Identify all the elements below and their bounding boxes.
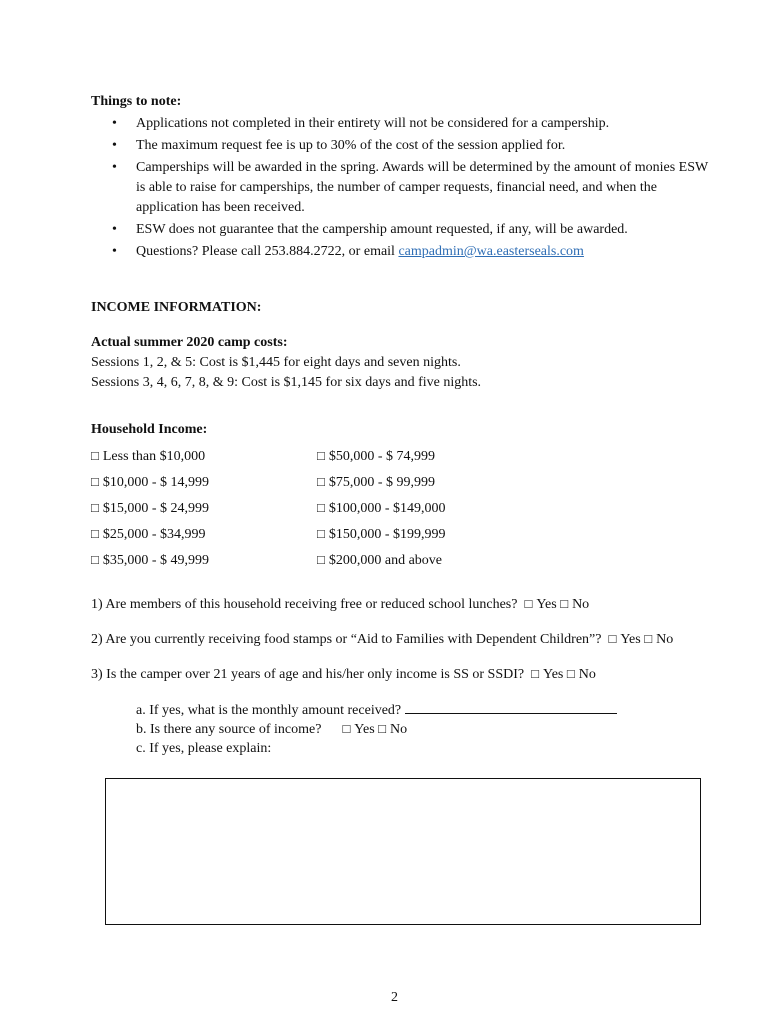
question-1: 1) Are members of this household receiving free or reduced school lunches? □ Yes □ No xyxy=(91,596,590,612)
list-item: • ESW does not guarantee that the campership amount requested, if any, will be awarded. xyxy=(91,220,711,240)
bullet-icon: • xyxy=(112,160,117,175)
checkbox-icon[interactable]: □ xyxy=(91,500,99,515)
camp-costs-heading: Actual summer 2020 camp costs: xyxy=(91,335,288,350)
household-income-heading: Household Income: xyxy=(91,422,208,437)
q3-yes-checkbox[interactable]: □ xyxy=(531,666,539,681)
income-option-75000-99999[interactable]: □ $75,000 - $ 99,999 xyxy=(317,474,436,490)
q1-no-checkbox[interactable]: □ xyxy=(560,596,569,611)
checkbox-icon[interactable]: □ xyxy=(91,474,99,489)
q3b-no-checkbox[interactable]: □ xyxy=(378,721,387,736)
checkbox-icon[interactable]: □ xyxy=(317,552,325,567)
checkbox-icon[interactable]: □ xyxy=(317,526,325,541)
q1-yes-checkbox[interactable]: □ xyxy=(524,596,533,611)
checkbox-icon[interactable]: □ xyxy=(317,474,325,489)
income-option-150000-199999[interactable]: □ $150,000 - $199,999 xyxy=(317,526,446,542)
notes-list xyxy=(91,114,711,264)
list-item: • Questions? Please call 253.884.2722, or email campadmin@wa.easterseals.com xyxy=(91,242,711,262)
income-option-lt-10000[interactable]: □ Less than $10,000 xyxy=(91,448,206,464)
income-option-10000-14999[interactable]: □ $10,000 - $ 14,999 xyxy=(91,474,210,490)
q2-no-checkbox[interactable]: □ xyxy=(644,631,653,646)
page-number: 2 xyxy=(391,990,398,1005)
question-3: 3) Is the camper over 21 years of age and his/her only income is SS or SSDI? □ Yes □ No xyxy=(91,666,596,682)
camp-costs-line-2: Sessions 3, 4, 6, 7, 8, & 9: Cost is $1,145 for six days and five nights. xyxy=(91,375,482,390)
checkbox-icon[interactable]: □ xyxy=(91,448,99,463)
q3-no-checkbox[interactable]: □ xyxy=(566,666,575,681)
checkbox-icon[interactable]: □ xyxy=(317,448,325,463)
email-link[interactable]: campadmin@wa.easterseals.com xyxy=(398,244,584,259)
income-option-100000-149000[interactable]: □ $100,000 - $149,000 xyxy=(317,500,446,516)
checkbox-icon[interactable]: □ xyxy=(317,500,325,515)
list-item: • The maximum request fee is up to 30% of the cost of the session applied for. xyxy=(91,136,711,156)
things-to-note-heading: Things to note: xyxy=(91,94,182,109)
income-information-heading: INCOME INFORMATION: xyxy=(91,300,262,315)
list-item: • Camperships will be awarded in the spring. Awards will be determined by the amount of monies ESW is able to raise for camperships, the number of camper requests, financial need, and when the application has been received. xyxy=(112,160,708,215)
question-2: 2) Are you currently receiving food stamps or “Aid to Families with Dependent Children”? □ Yes □ No xyxy=(91,631,674,647)
income-option-50000-74999[interactable]: □ $50,000 - $ 74,999 xyxy=(317,448,436,464)
bullet-icon: • xyxy=(112,116,117,131)
income-option-25000-34999[interactable]: □ $25,000 - $34,999 xyxy=(91,526,206,542)
question-3b: b. Is there any source of income? □ Yes □ No xyxy=(136,721,408,737)
income-option-35000-49999[interactable]: □ $35,000 - $ 49,999 xyxy=(91,552,210,568)
bullet-icon: • xyxy=(112,138,117,153)
camp-costs-line-1: Sessions 1, 2, & 5: Cost is $1,445 for eight days and seven nights. xyxy=(91,355,461,370)
monthly-amount-field[interactable] xyxy=(405,699,617,714)
q2-yes-checkbox[interactable]: □ xyxy=(608,631,617,646)
income-option-200000-above[interactable]: □ $200,000 and above xyxy=(317,552,443,568)
explanation-textbox[interactable] xyxy=(105,778,701,925)
bullet-icon: • xyxy=(112,244,117,259)
question-3c: c. If yes, please explain: xyxy=(136,741,272,756)
list-item: • Applications not completed in their entirety will not be considered for a campership. xyxy=(91,114,711,134)
q3b-yes-checkbox[interactable]: □ xyxy=(342,721,351,736)
question-3a: a. If yes, what is the monthly amount received? xyxy=(136,699,617,721)
income-option-15000-24999[interactable]: □ $15,000 - $ 24,999 xyxy=(91,500,210,516)
checkbox-icon[interactable]: □ xyxy=(91,526,99,541)
bullet-icon: • xyxy=(112,222,117,237)
checkbox-icon[interactable]: □ xyxy=(91,552,99,567)
